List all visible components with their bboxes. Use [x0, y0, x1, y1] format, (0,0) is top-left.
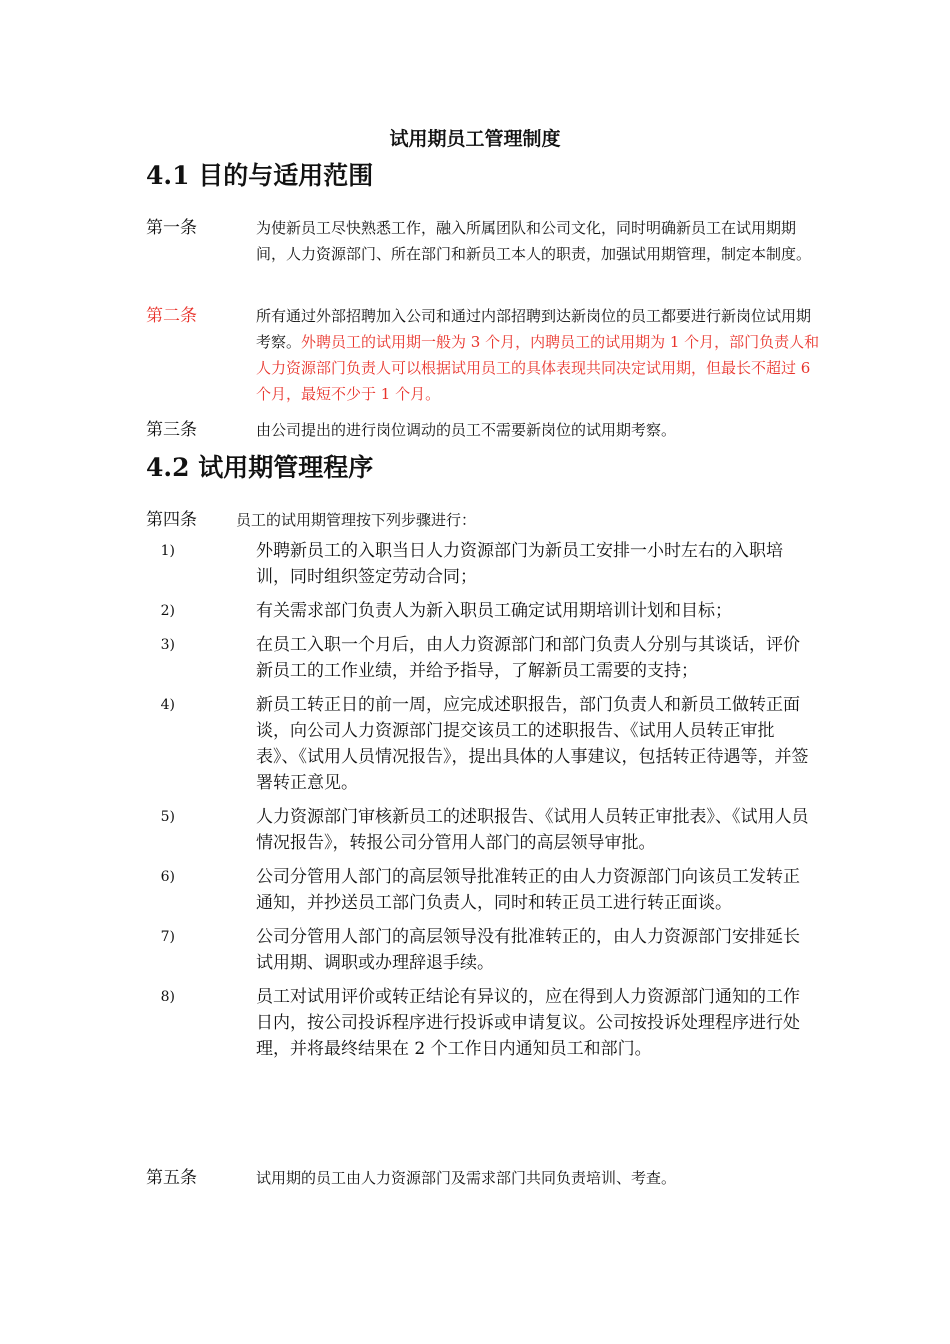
- step-number: 1): [160, 543, 175, 559]
- list-item: [146, 538, 826, 590]
- procedure-steps-list: [146, 538, 826, 1070]
- list-item: [146, 864, 826, 916]
- article-4-text: 员工的试用期管理按下列步骤进行：: [236, 511, 477, 529]
- article-2-text: [256, 303, 822, 407]
- article-3-text: 由公司提出的进行岗位调动的员工不需要新岗位的试用期考察。: [256, 421, 677, 439]
- step-text: 外聘新员工的入职当日人力资源部门为新员工安排一小时左右的入职培训，同时组织签定劳动合同；: [256, 541, 783, 587]
- step-text: 员工对试用评价或转正结论有异议的，应在得到人力资源部门通知的工作日内，按公司投诉程序进行投诉或申请复议。公司按投诉处理程序进行处理，并将最终结果在 2 个工作日内通知员工和部门。: [256, 987, 800, 1059]
- article-3-label: 第三条: [146, 420, 197, 440]
- step-text: 公司分管用人部门的高层领导没有批准转正的，由人力资源部门安排延长试用期、调职或办理辞退手续。: [256, 927, 800, 973]
- document-title: 试用期员工管理制度: [389, 128, 561, 150]
- article-1-text: 为使新员工尽快熟悉工作，融入所属团队和公司文化，同时明确新员工在试用期期间，人力资源部门、所在部门和新员工本人的职责，加强试用期管理，制定本制度。: [256, 219, 812, 263]
- section-heading-procedure: 4.2 试用期管理程序: [146, 453, 374, 482]
- list-item: [146, 924, 826, 976]
- step-number: 4): [160, 697, 175, 713]
- article-2-text-highlight: 外聘员工的试用期一般为 3 个月，内聘员工的试用期为 1 个月，部门负责人和人力资源部门负责人可以根据试用员工的具体表现共同决定试用期，但最长不超过 6 个月，最短不少于 1 个月。: [256, 333, 820, 403]
- article-1-label: 第一条: [146, 218, 197, 238]
- step-text: 人力资源部门审核新员工的述职报告、《试用人员转正审批表》、《试用人员情况报告》，转报公司分管用人部门的高层领导审批。: [256, 807, 809, 853]
- step-text: 在员工入职一个月后，由人力资源部门和部门负责人分别与其谈话，评价新员工的工作业绩，并给予指导，了解新员工需要的支持；: [256, 635, 800, 681]
- article-2-text-normal: 所有通过外部招聘加入公司和通过内部招聘到达新岗位的员工都要进行新岗位试用期考察。: [256, 307, 812, 351]
- step-text: 公司分管用人部门的高层领导批准转正的由人力资源部门向该员工发转正通知，并抄送员工部门负责人，同时和转正员工进行转正面谈。: [256, 867, 800, 913]
- list-item: [146, 804, 826, 856]
- article-5-text: 试用期的员工由人力资源部门及需求部门共同负责培训、考查。: [256, 1169, 677, 1187]
- step-number: 8): [160, 989, 175, 1005]
- step-number: 2): [160, 603, 175, 619]
- list-item: [146, 598, 826, 624]
- step-number: 6): [160, 869, 175, 885]
- article-4-label: 第四条: [146, 510, 197, 530]
- section-heading-purpose: 4.1 目的与适用范围: [146, 161, 374, 190]
- list-item: [146, 692, 826, 796]
- article-5-label: 第五条: [146, 1168, 197, 1188]
- step-text: 新员工转正日的前一周，应完成述职报告，部门负责人和新员工做转正面谈，向公司人力资源部门提交该员工的述职报告、《试用人员转正审批表》、《试用人员情况报告》，提出具体的人事建议，包括转正待遇等，并签署转正意见。: [256, 695, 809, 793]
- step-number: 5): [160, 809, 175, 825]
- step-number: 3): [160, 637, 175, 653]
- step-number: 7): [160, 929, 175, 945]
- list-item: [146, 984, 826, 1062]
- article-2-label: 第二条: [146, 306, 197, 326]
- list-item: [146, 632, 826, 684]
- step-text: 有关需求部门负责人为新入职员工确定试用期培训计划和目标；: [256, 601, 732, 621]
